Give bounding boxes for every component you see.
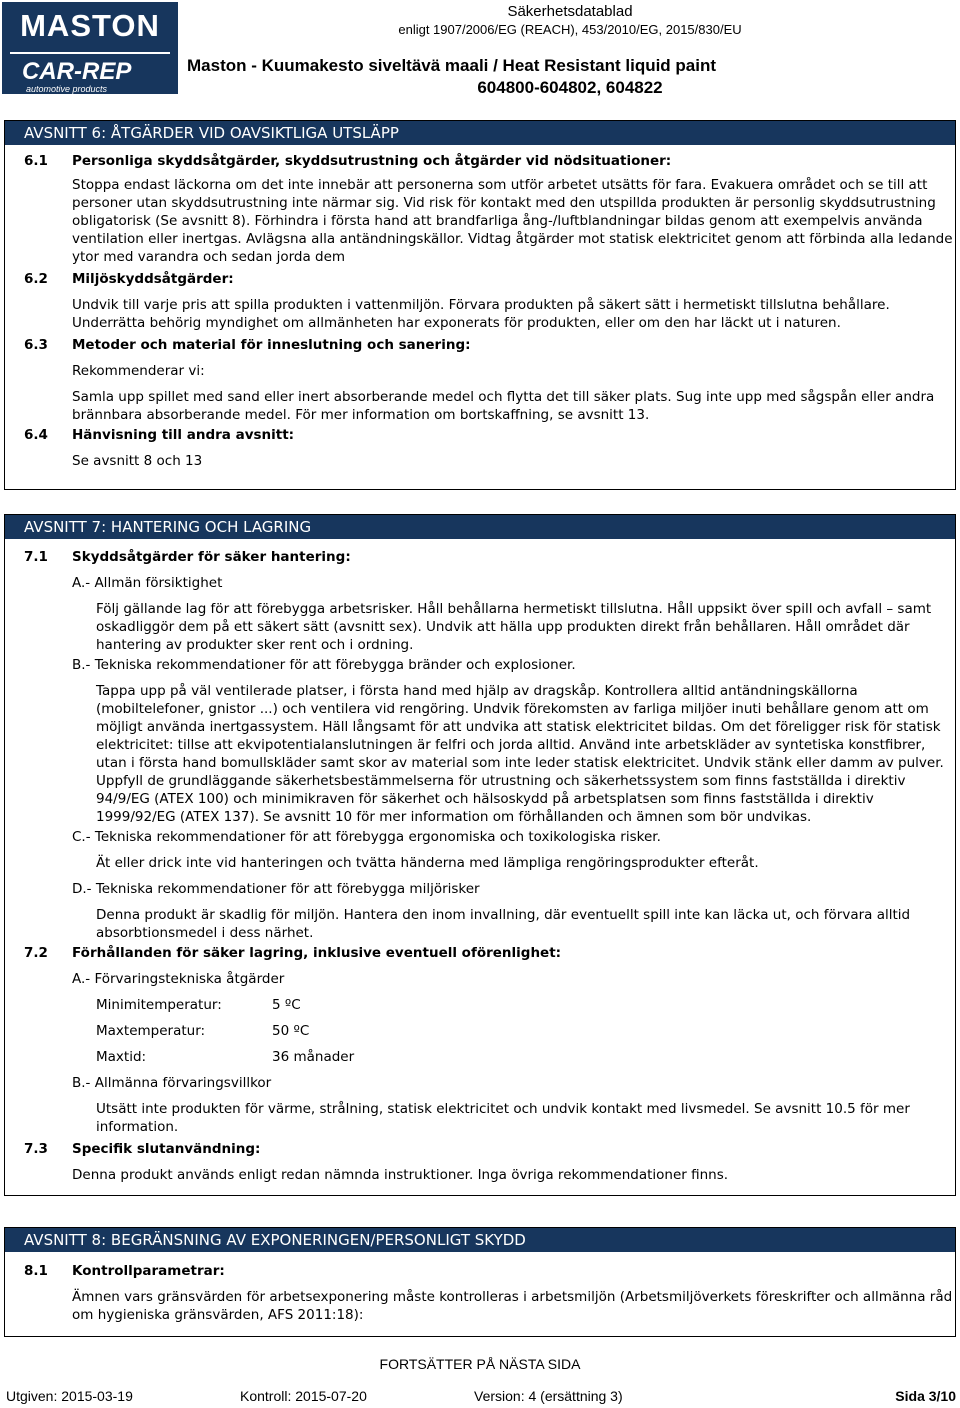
sub-7-1-heading: Skyddsåtgärder för säker hantering: — [72, 549, 351, 565]
text-line: Denna produkt används enligt redan nämnda instruktioner. Inga övriga rekommendationer finns. — [72, 1167, 729, 1183]
company-logo — [2, 2, 178, 94]
section-7-title: AVSNITT 7: HANTERING OCH LAGRING — [4, 515, 956, 539]
text-line: om hygieniska gränsvärden, AFS 2011:18): — [72, 1307, 364, 1323]
sub-6-3-heading: Metoder och material för inneslutning och sanering: — [72, 337, 471, 353]
sub-6-2-number: 6.2 — [24, 271, 48, 287]
storage-label-max-time: Maxtid: — [96, 1049, 147, 1065]
text-line: hantering av produkter sker rent och i ordning. — [96, 637, 414, 653]
subheading-c: C.- Tekniska rekommendationer för att förebygga ergonomiska och toxikologiska risker. — [72, 829, 661, 845]
sub-8-1-number: 8.1 — [24, 1263, 48, 1279]
sub-6-4-number: 6.4 — [24, 427, 48, 443]
text-line: Stoppa endast läckorna om det inte innebär att personerna som utför arbetet utsätts för fara. Evakuera området och se till att — [72, 177, 928, 193]
sub-6-4-heading: Hänvisning till andra avsnitt: — [72, 427, 295, 443]
subheading-b: B.- Tekniska rekommendationer för att förebygga bränder och explosioner. — [72, 657, 576, 673]
logo-divider — [10, 52, 170, 54]
text-line: Ät eller drick inte vid hanteringen och tvätta händerna med lämpliga rengöringsprodukter efteråt. — [96, 855, 759, 871]
text-line: Denna produkt är skadlig för miljön. Hantera den inom invallning, där eventuellt spill inte kan läcka ut, och förvara alltid — [96, 907, 911, 923]
text-line: Uppfyll de grundläggande säkerhetsbestämmelserna för utrustning och säkerhetssystem som finns fastställda i direktiv — [96, 773, 906, 789]
text-line: 1999/92/EG (ATEX 137). Se avsnitt 10 för mer information om förhållanden och ämnen som bör undvikas. — [96, 809, 812, 825]
sub-6-1-heading: Personliga skyddsåtgärder, skyddsutrustning och åtgärder vid nödsituationer: — [72, 153, 672, 169]
text-line: Följ gällande lag för att förebygga arbetsrisker. Håll behållarna hermetiskt tillslutna. Håll uppsikt över spill och avfall – samt — [96, 601, 932, 617]
text-line: möjligt använda inertgassystem. Häll långsamt för att undvika att statisk elektricitet bildas. Om det föreligger risk för statisk — [96, 719, 941, 735]
page-number: Sida 3/10 — [895, 1388, 956, 1404]
text-line: obligatorisk (Se avsnitt 8). Förhindra i första hand att brandfarliga ång-/luftblandningar bildas genom att exempelvis använda — [72, 213, 923, 229]
logo-carrep-text: CAR-REP — [22, 58, 132, 85]
text-line: Utsätt inte produkten för värme, strålning, statisk elektricitet och undvik kontakt med livsmedel. Se avsnitt 10.5 för mer — [96, 1101, 910, 1117]
storage-value-max-temp: 50 ºC — [272, 1023, 310, 1039]
continues-note: FORTSÄTTER PÅ NÄSTA SIDA — [379, 1356, 581, 1372]
sub-7-3-heading: Specifik slutanvändning: — [72, 1141, 261, 1157]
storage-value-min-temp: 5 ºC — [272, 997, 301, 1013]
text-line: Tappa upp på väl ventilerade platser, i första hand med hjälp av dragskåp. Kontrollera alltid antändningskällorna — [96, 683, 858, 699]
regulation-text: enligt 1907/2006/EG (REACH), 453/2010/EG, 2015/830/EU — [398, 22, 742, 37]
text-line: Undvik till varje pris att spilla produkten i vattenmiljön. Förvara produkten på säkert sätt i hermetiskt tillslutna behållare. — [72, 297, 890, 313]
issued-date: Utgiven: 2015-03-19 — [6, 1388, 133, 1404]
subheading-storage-b: B.- Allmänna förvaringsvillkor — [72, 1075, 272, 1091]
section-8-title: AVSNITT 8: BEGRÄNSNING AV EXPONERINGEN/PERSONLIGT SKYDD — [4, 1228, 956, 1252]
logo-maston-text: MASTON — [20, 8, 160, 43]
sub-7-2-heading: Förhållanden för säker lagring, inklusive eventuell oförenlighet: — [72, 945, 562, 961]
sub-6-3-number: 6.3 — [24, 337, 48, 353]
product-codes: 604800-604802, 604822 — [477, 78, 663, 97]
storage-label-min-temp: Minimitemperatur: — [96, 997, 222, 1013]
text-line: absorbtionsmedel i dess närhet. — [96, 925, 314, 941]
sub-8-1-heading: Kontrollparametrar: — [72, 1263, 225, 1279]
page-header — [0, 0, 960, 100]
text-line: Underrätta behörig myndighet om allmänheten har exponerats för produkten, eller om den har läckt ut i naturen. — [72, 315, 841, 331]
text-line: ventilation eller inertgas. Avlägsna alla antändningskällor. Vidtag åtgärder mot statisk elektricitet genom att förbinda alla ledande — [72, 231, 953, 247]
text-line: utan i första hand bomullskläder samt skor av material som inte leder statisk elektricitet. Undvik stänk eller damm av pulver. — [96, 755, 944, 771]
text-line: oskadliggör dem på ett säkert sätt (avsnitt sex). Undvik att hälla upp produkten direkt från behållaren. Håll området där — [96, 619, 910, 635]
storage-value-max-time: 36 månader — [272, 1049, 355, 1065]
subheading-storage-a: A.- Förvaringstekniska åtgärder — [72, 971, 285, 987]
text-line: 94/9/EG (ATEX 100) och minimikraven för säkerhet och hälsoskydd på arbetsplatsen som finns fastställda i direktiv — [96, 791, 874, 807]
section-6-title: AVSNITT 6: ÅTGÄRDER VID OAVSIKTLIGA UTSLÄPP — [4, 121, 956, 145]
sub-7-2-number: 7.2 — [24, 945, 48, 961]
text-line: (mobiltelefoner, gnistor ...) och ventilera vid rengöring. Undvik förekomsten av farliga miljöer inuti behållare genom att om — [96, 701, 929, 717]
sub-6-1-number: 6.1 — [24, 153, 48, 169]
version-info: Version: 4 (ersättning 3) — [474, 1388, 623, 1404]
text-line: brännbara absorberande medel. För mer information om bortskaffning, se avsnitt 13. — [72, 407, 650, 423]
subheading-a: A.- Allmän försiktighet — [72, 575, 223, 591]
logo-subtitle: automotive products — [26, 84, 108, 94]
sub-6-2-heading: Miljöskyddsåtgärder: — [72, 271, 234, 287]
text-line: Ämnen vars gränsvärden för arbetsexponering måste kontrolleras i arbetsmiljön (Arbetsmiljöverkets föreskrifter och allmänna råd — [72, 1289, 953, 1305]
recommend-label: Rekommenderar vi: — [72, 363, 205, 379]
sub-7-3-number: 7.3 — [24, 1141, 48, 1157]
text-line: ytor med varandra och sedan jorda dem — [72, 249, 346, 265]
document-title: Säkerhetsdatablad — [507, 3, 633, 20]
text-line: Samla upp spillet med sand eller inert absorberande medel och flytta det till säker plats. Sug inte upp med sågspån eller andra — [72, 389, 935, 405]
control-date: Kontroll: 2015-07-20 — [240, 1388, 367, 1404]
sub-7-1-number: 7.1 — [24, 549, 48, 565]
product-name: Maston - Kuumakesto siveltävä maali / Heat Resistant liquid paint — [187, 56, 717, 75]
text-line: personer utan skyddsutrustning inte närmar sig. Vid risk för kontakt med den utspillda produkten är personlig skyddsutrustning — [72, 195, 936, 211]
subheading-d: D.- Tekniska rekommendationer för att förebygga miljörisker — [72, 881, 480, 897]
text-line: Se avsnitt 8 och 13 — [72, 453, 203, 469]
storage-label-max-temp: Maxtemperatur: — [96, 1023, 206, 1039]
text-line: information. — [96, 1119, 179, 1135]
text-line: elektricitet: tillse att ekvipotentialanslutningen är felfri och jorda alltid. Använd inte arbetskläder av syntetiska konstfibrer, — [96, 737, 926, 753]
